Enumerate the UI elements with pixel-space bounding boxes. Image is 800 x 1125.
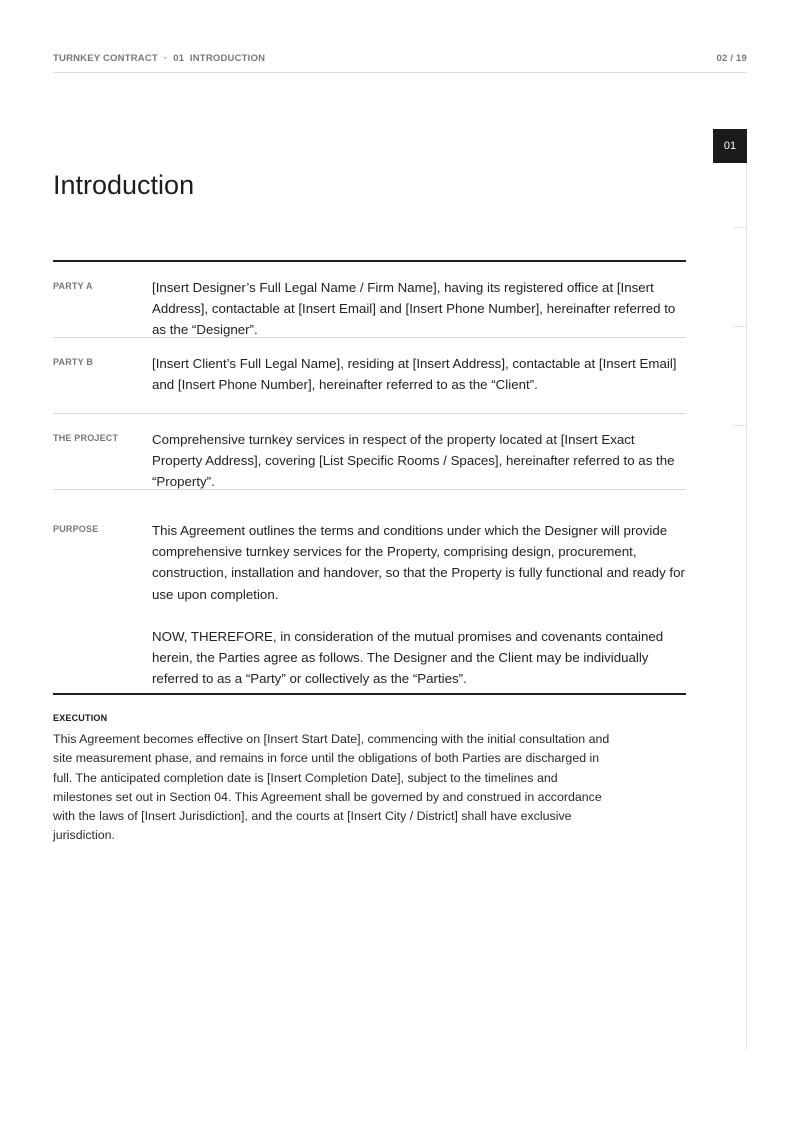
row-text-purpose: This Agreement outlines the terms and conditions under which the Designer will provide comprehensive turnkey services for the Property, comprising design, procurement, construction, installation and handover, so that the Property is fully functional and ready for use upon completion.	[152, 523, 685, 602]
row-label-party-b: PARTY B	[53, 357, 94, 367]
page-title: Introduction	[53, 170, 195, 200]
page-counter: 02 / 19	[716, 53, 747, 64]
execution-text: This Agreement becomes effective on [Insert Start Date], commencing with the initial consultation and site measurement phase, and remains in force until the obligations of both Parties are discharged in full. The anticipated completion date is [Insert Completion Date], subject to the timelines and milestones set out in Section 04. This Agreement shall be governed by and construed in accordance with the laws of [Insert Jurisdiction], and the courts at [Insert City / District] shall have exclusive jurisdiction.	[53, 732, 610, 843]
row-text-party-b: [Insert Client’s Full Legal Name], residing at [Insert Address], contactable at [Insert Email] and [Insert Phone Number], hereinafter referred to as the “Client”.	[152, 356, 677, 393]
section-tick	[733, 425, 747, 426]
table-top-rule	[53, 260, 686, 262]
execution-label: EXECUTION	[53, 713, 108, 723]
row-divider	[53, 413, 686, 414]
row-divider	[53, 337, 686, 338]
section-tab-active[interactable]: 01	[713, 129, 747, 163]
row-text-project: Comprehensive turnkey services in respect of the property located at [Insert Exact Property Address], covering [List Specific Rooms / Spaces], hereinafter referred to as the “Property”.	[152, 432, 675, 490]
row-text-party-a: [Insert Designer’s Full Legal Name / Firm Name], having its registered office at [Insert Address], contactable at [Insert Email] and [Insert Phone Number], hereinafter referred to as the “Designer”.	[152, 280, 676, 338]
section-tick	[733, 326, 747, 327]
section-tick	[733, 227, 747, 228]
table-bottom-rule	[53, 693, 686, 695]
row-text-purpose-whereas: NOW, THEREFORE, in consideration of the mutual promises and covenants contained herein, the Parties agree as follows. The Designer and the Client may be individually referred to as a “Party” or collectively as the “Parties”.	[152, 629, 664, 687]
breadcrumb-separator: ·	[163, 53, 168, 64]
document-name: TURNKEY CONTRACT	[53, 53, 158, 64]
section-nav-rail	[746, 129, 747, 1050]
row-label-party-a: PARTY A	[53, 281, 93, 291]
row-label-project: THE PROJECT	[53, 433, 119, 443]
breadcrumb	[53, 53, 265, 64]
row-divider	[53, 489, 686, 490]
section-name: 01 INTRODUCTION	[173, 53, 266, 64]
row-label-purpose: PURPOSE	[53, 524, 99, 534]
running-header	[53, 52, 747, 73]
